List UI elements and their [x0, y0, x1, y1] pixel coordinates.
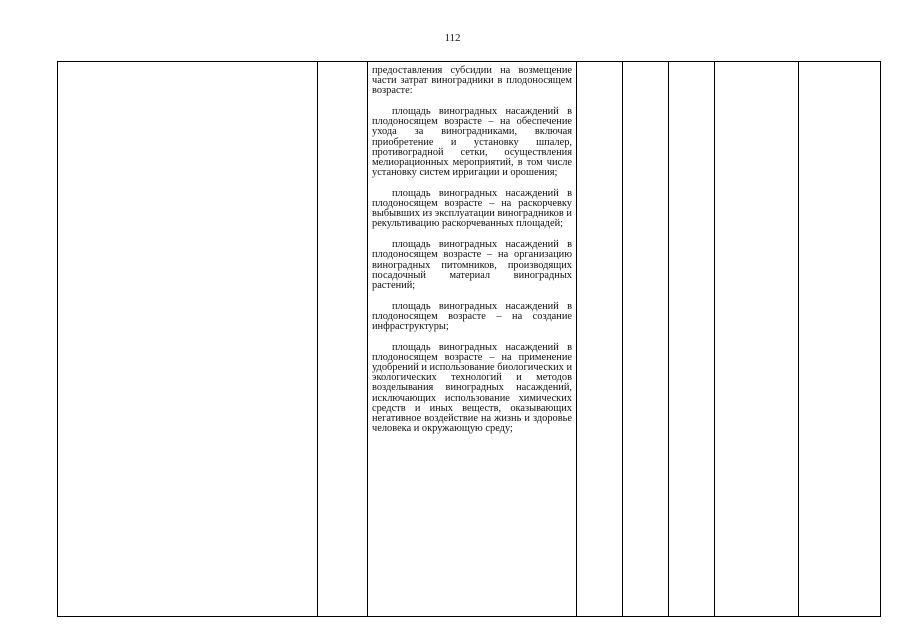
paragraph-infrastructure: площадь виноградных насаждений в плодоносящем возрасте – на создание инфраструктуры; [372, 300, 572, 332]
table-cell-6 [669, 62, 715, 617]
paragraph-uprooting: площадь виноградных насаждений в плодоносящем возрасте – на раскорчевку выбывших из эксплуатации виноградников и рекультивацию раскорчеванных площадей; [372, 187, 572, 230]
table-row [58, 62, 881, 617]
table-cell-7 [715, 62, 799, 617]
table-cell-4 [577, 62, 623, 617]
table-cell-text [368, 62, 577, 617]
paragraph-nurseries: площадь виноградных насаждений в плодоносящем возрасте – на организацию виноградных питомников, производящих посадочный материал виноградных растений; [372, 239, 572, 291]
paragraph-intro: предоставления субсидии на возмещение части затрат виноградники в плодоносящем возрасте: [372, 65, 572, 97]
paragraph-care: площадь виноградных насаждений в плодоносящем возрасте – на обеспечение ухода за виноградниками, включая приобретение и установку шпалер, противоградной сетки, осуществления мелиорационных мероприятий, в том числе установку систем ирригации и орошения; [372, 106, 572, 178]
table-cell-1 [58, 62, 318, 617]
paragraph-fertilizers: площадь виноградных насаждений в плодоносящем возрасте – на применение удобрений и использование биологических и экологических технологий и методов возделывания виноградных насаждений, исключающих использование химических средств и иных веществ, оказывающих негативное воздействие на жизнь и здоровье человека и окружающую среду; [372, 342, 572, 434]
table-cell-2 [318, 62, 368, 617]
document-table [57, 61, 881, 617]
table-cell-5 [623, 62, 669, 617]
page-number: 112 [444, 32, 461, 44]
table-cell-8 [799, 62, 881, 617]
